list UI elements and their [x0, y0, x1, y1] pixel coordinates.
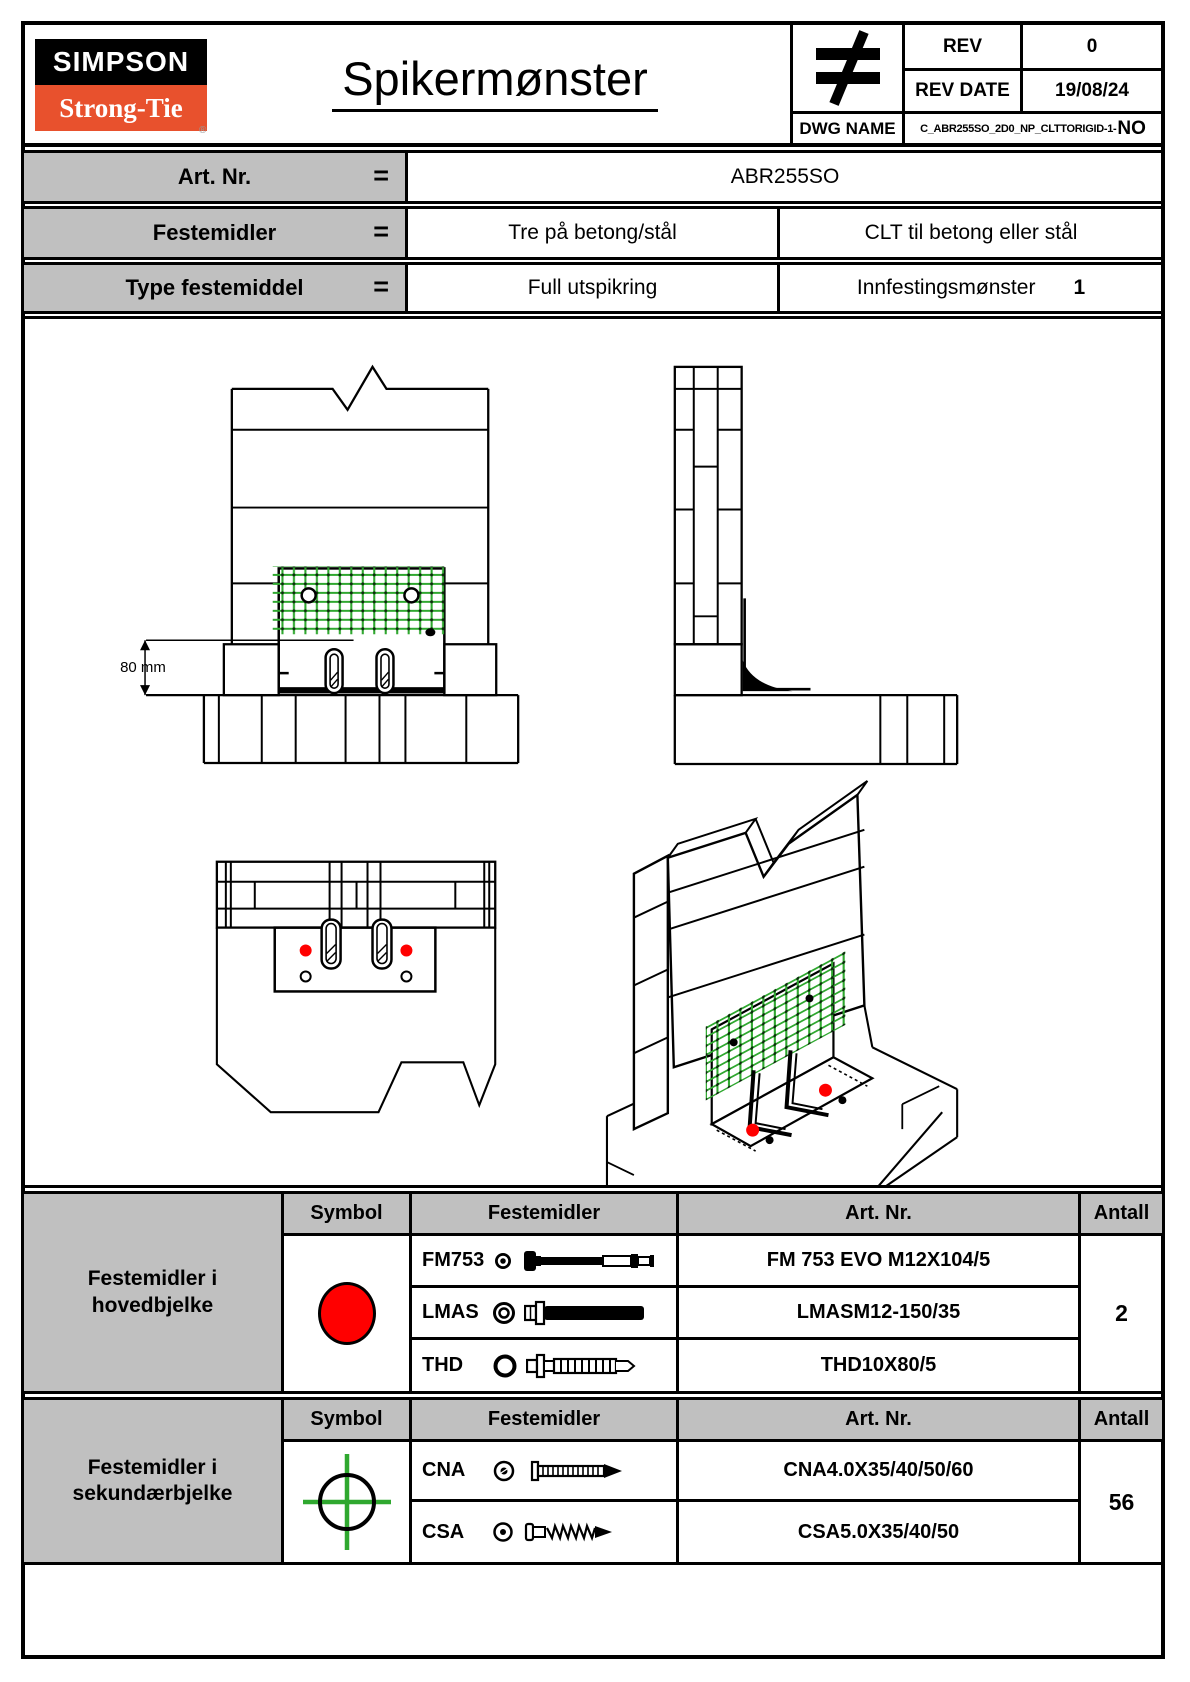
info-label-type: Type festemiddel = — [24, 265, 408, 311]
fastener-row-thd: THD — [412, 1340, 679, 1391]
logo-simpson: SIMPSON — [35, 39, 207, 85]
anchor-screw-icon — [522, 1518, 672, 1546]
anchor-nail-icon — [524, 1457, 674, 1485]
artnr-lmas: LMASM12-150/35 — [679, 1288, 1081, 1340]
rev-value: 0 — [1020, 25, 1161, 68]
ring-end-icon — [492, 1353, 518, 1379]
title-block — [21, 21, 1165, 147]
equals-sign: = — [373, 160, 389, 191]
anchor-bolt-icon — [522, 1248, 672, 1274]
side-elevation-view — [675, 367, 957, 764]
info-row-artnr — [21, 150, 1165, 204]
info-row-type — [21, 262, 1165, 314]
fastener-row-lmas: LMAS — [412, 1288, 679, 1340]
not-equal-icon — [790, 25, 902, 111]
group-label-hovedbjelke: Festemidler i hovedbjelke — [24, 1194, 284, 1391]
antall-value: 2 — [1115, 1300, 1128, 1326]
front-elevation-view — [120, 367, 518, 763]
fastener-row-csa: CSA — [412, 1502, 679, 1562]
drawing-area — [21, 316, 1165, 1188]
info-value-type-right: Innfestingsmønster 1 — [856, 276, 1086, 299]
pattern-number: 1 — [1073, 276, 1086, 299]
dwg-name-value: C_ABR255SO_2D0_NP_CLTTORIGID-1- NO — [902, 111, 1161, 143]
header-symbol: Symbol — [284, 1194, 412, 1236]
symbol-cell — [284, 1236, 412, 1391]
red-circle-icon — [318, 1282, 376, 1345]
info-label-artnr: Art. Nr. = — [24, 153, 408, 201]
plan-view — [217, 862, 495, 1112]
logo-strongtie: Strong-Tie — [35, 85, 207, 131]
nail-head-end-icon — [492, 1459, 516, 1483]
screw-head-end-icon — [492, 1521, 514, 1543]
info-value-artnr: ABR255SO — [730, 165, 840, 188]
artnr-fm753: FM 753 EVO M12X104/5 — [679, 1236, 1081, 1288]
info-value-festemidler-left: Tre på betong/stål — [408, 209, 780, 257]
info-value-type-left: Full utspikring — [408, 265, 780, 311]
sleeve-anchor-icon — [524, 1299, 674, 1327]
concrete-screw-icon — [526, 1352, 676, 1380]
fastener-row-cna: CNA — [412, 1442, 679, 1502]
fastener-table-sekundaerbjelke — [21, 1397, 1165, 1565]
registered-mark: ® — [199, 125, 207, 136]
group-label-sekundaerbjelke: Festemidler i sekundærbjelke — [24, 1400, 284, 1562]
rev-label: REV — [902, 25, 1020, 68]
rev-date-value: 19/08/24 — [1020, 68, 1161, 111]
green-crosshair-icon — [295, 1450, 399, 1554]
washer-end-icon — [492, 1250, 514, 1272]
info-label-festemidler: Festemidler = — [24, 209, 408, 257]
antall-value: 56 — [1108, 1488, 1135, 1515]
header-antall: Antall — [1081, 1194, 1162, 1236]
artnr-csa: CSA5.0X35/40/50 — [679, 1502, 1081, 1562]
simpson-strongtie-logo — [35, 39, 207, 131]
isometric-view — [607, 781, 957, 1185]
header-festemidler: Festemidler — [412, 1194, 679, 1236]
symbol-cell — [284, 1442, 412, 1562]
info-row-festemidler — [21, 206, 1165, 260]
header-artnr: Art. Nr. — [679, 1400, 1081, 1442]
dimension-label: 80 mm — [120, 659, 166, 677]
artnr-cna: CNA4.0X35/40/50/60 — [679, 1442, 1081, 1502]
fastener-row-fm753: FM753 — [412, 1236, 679, 1288]
equals-sign: = — [373, 216, 389, 247]
header-antall: Antall — [1081, 1400, 1162, 1442]
equals-sign: = — [373, 271, 389, 302]
info-value-festemidler-right: CLT til betong eller stål — [864, 221, 1078, 244]
header-symbol: Symbol — [284, 1400, 412, 1442]
fastener-table-hovedbjelke — [21, 1191, 1165, 1394]
double-ring-end-icon — [492, 1301, 516, 1325]
page-title: Spikermønster — [215, 51, 775, 112]
artnr-thd: THD10X80/5 — [679, 1340, 1081, 1391]
header-festemidler: Festemidler — [412, 1400, 679, 1442]
header-artnr: Art. Nr. — [679, 1194, 1081, 1236]
dwg-name-label: DWG NAME — [790, 111, 902, 143]
rev-date-label: REV DATE — [902, 68, 1020, 111]
